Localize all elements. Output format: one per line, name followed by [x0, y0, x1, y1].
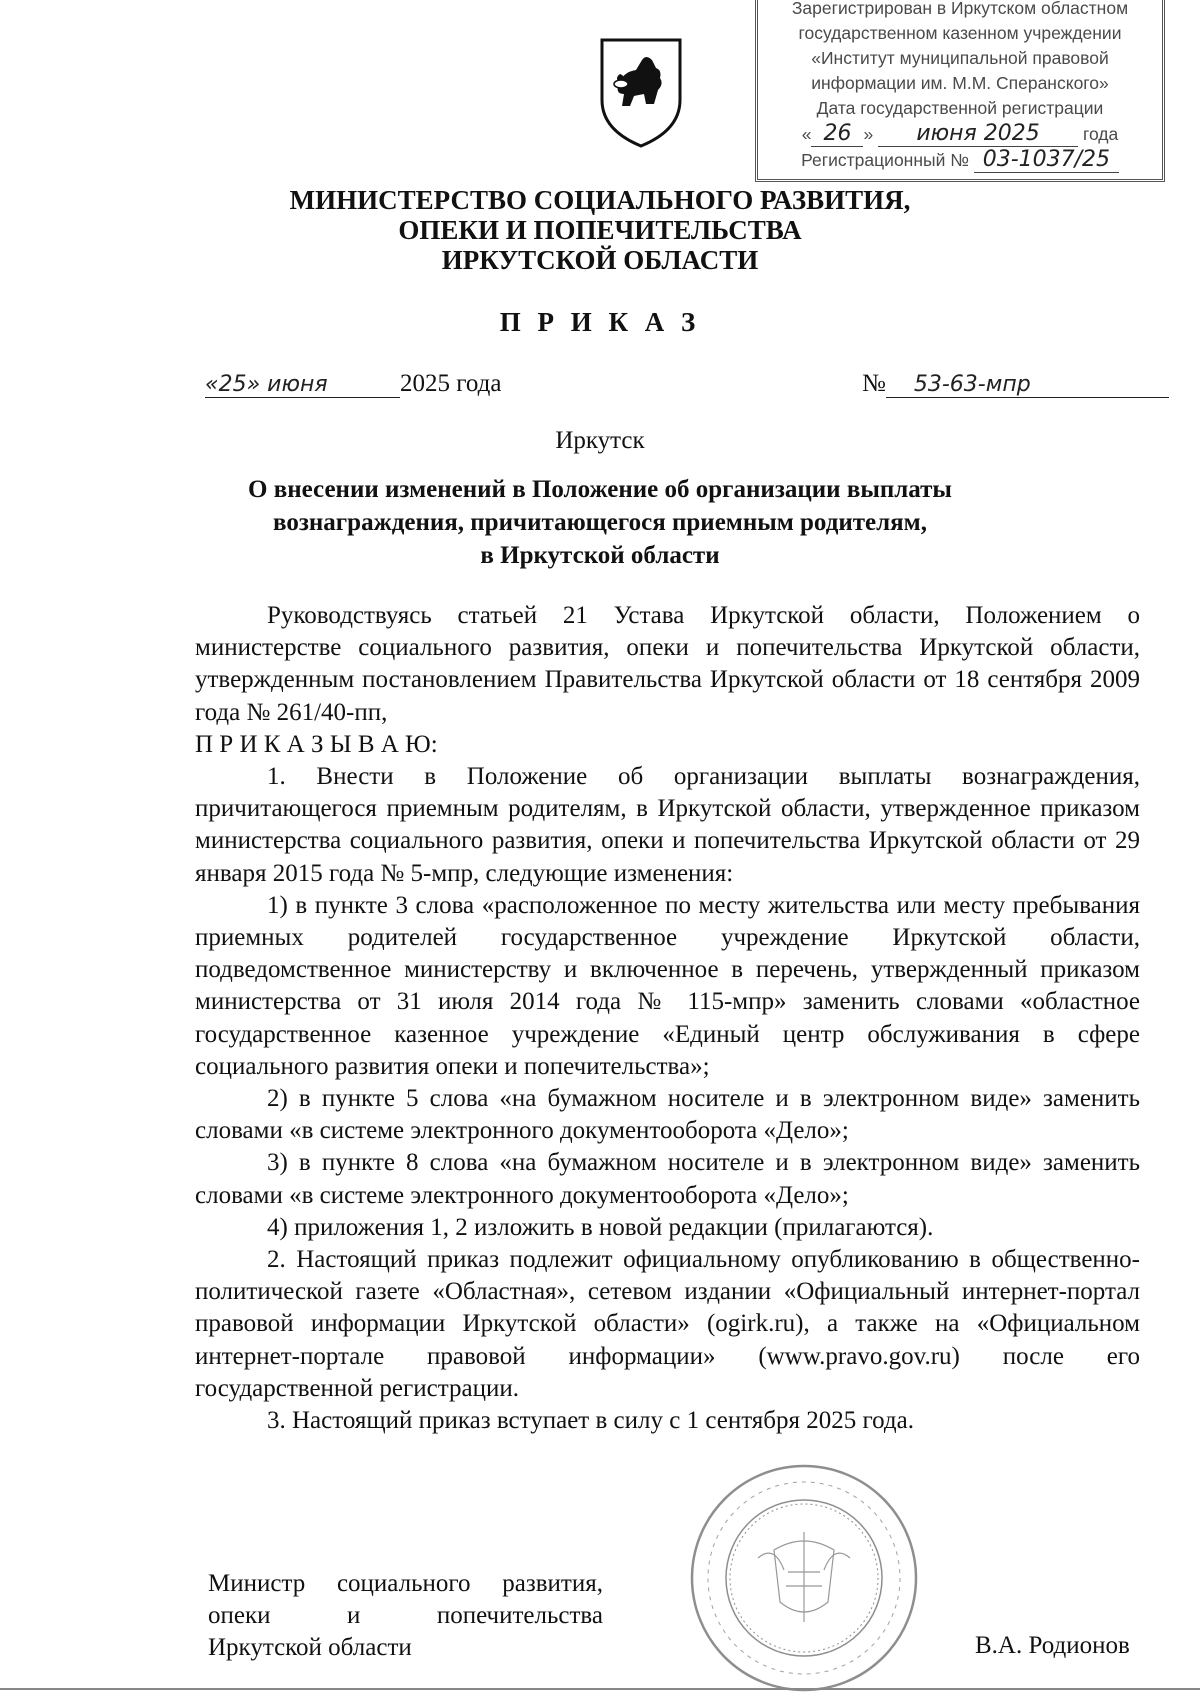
paragraph-item-2: 2. Настоящий приказ подлежит официальному опубликованию в общественно-политической газете «Областная», сетевом издании «Официальный интернет-портал правовой информации Иркутской области» (ogirk.ru), а также на «Официальном интернет-портале правовой информации» (www.pravo.gov.ru) после его государственной регистрации. — [195, 1246, 1140, 1402]
organization-name: МИНИСТЕРСТВО СОЦИАЛЬНОГО РАЗВИТИЯ, ОПЕКИ И ПОПЕЧИТЕЛЬСТВА ИРКУТСКОЙ ОБЛАСТИ — [289, 185, 911, 275]
signatory-title: Министр социального развития, опеки и попечительства Иркутской области — [208, 1570, 603, 1661]
order-word: П Р И К А З Ы В А Ю: — [195, 730, 438, 758]
reg-stamp-number: Регистрационный № 03-1037/25 — [758, 147, 1162, 173]
document-type: П Р И К А З — [499, 307, 701, 337]
reg-stamp-line: Дата государственной регистрации — [816, 98, 1104, 118]
registration-stamp — [755, 0, 1165, 182]
reg-stamp-line: «Институт муниципальной правовой — [811, 48, 1109, 68]
paragraph-item-1: 1. Внести в Положение об организации выплаты вознаграждения, причитающегося приемным родителям, в Иркутской области, утвержденное приказом министерства социального развития, опеки и попечительства Иркутской области от 29 января 2015 года № 5-мпр, следующие изменения: — [195, 763, 1140, 887]
reg-date-month-year: июня 2025 — [878, 121, 1078, 147]
subitem-1-4: 4) приложения 1, 2 изложить в новой редакции (прилагаются). — [267, 1213, 934, 1241]
reg-date-day: 26 — [811, 121, 863, 147]
subitem-1-2: 2) в пункте 5 слова «на бумажном носителе и в электронном виде» заменить словами «в системе электронного документооборота «Дело»; — [195, 1085, 1140, 1145]
signatory-name: В.А. Родионов — [975, 1632, 1130, 1659]
paragraph-item-3: 3. Настоящий приказ вступает в силу с 1 сентября 2025 года. — [267, 1407, 914, 1435]
city: Иркутск — [555, 427, 645, 454]
order-number: № 53-63-мпр — [862, 370, 1169, 398]
order-title: О внесении изменений в Положение об организации выплаты вознаграждения, причитающегося приемным родителям, в Иркутской области — [248, 476, 952, 569]
reg-stamp-date: « 26 » июня 2025 года — [801, 121, 1119, 146]
subitem-1-1: 1) в пункте 3 слова «расположенное по месту жительства или месту пребывания приемных родителей государственное учреждение Иркутской области, подведомственное министерству и включенное в перечень, утвержденный приказом министерства от 31 июля 2014 года № 115-мпр» заменить словами «областное государственное казенное учреждение «Единый центр обслуживания в сфере социального развития опеки и попечительства»; — [195, 891, 1140, 1080]
reg-stamp-line: Зарегистрирован в Иркутском областном — [791, 0, 1129, 18]
order-body — [195, 600, 1140, 1437]
coat-of-arms-icon — [600, 38, 682, 148]
preamble: Руководствуясь статьей 21 Устава Иркутской области, Положением о министерстве социального развития, опеки и попечительства Иркутской области, утвержденным постановлением Правительства Иркутской области от 18 сентября 2009 года № 261/40-пп, — [195, 602, 1140, 726]
order-date-handwritten: «25» июня — [205, 372, 400, 398]
reg-number: 03-1037/25 — [974, 147, 1119, 173]
order-number-handwritten: 53-63-мпр — [886, 372, 1169, 398]
official-seal-icon — [688, 1462, 920, 1694]
reg-stamp-line: государственном казенном учреждении — [798, 23, 1122, 43]
order-date: «25» июня 2025 года — [205, 370, 502, 397]
page-bottom-edge — [0, 1688, 1200, 1690]
subitem-1-3: 3) в пункте 8 слова «на бумажном носителе и в электронном виде» заменить словами «в системе электронного документооборота «Дело»; — [195, 1149, 1140, 1209]
reg-stamp-line: информации им. М.М. Сперанского» — [811, 73, 1109, 93]
